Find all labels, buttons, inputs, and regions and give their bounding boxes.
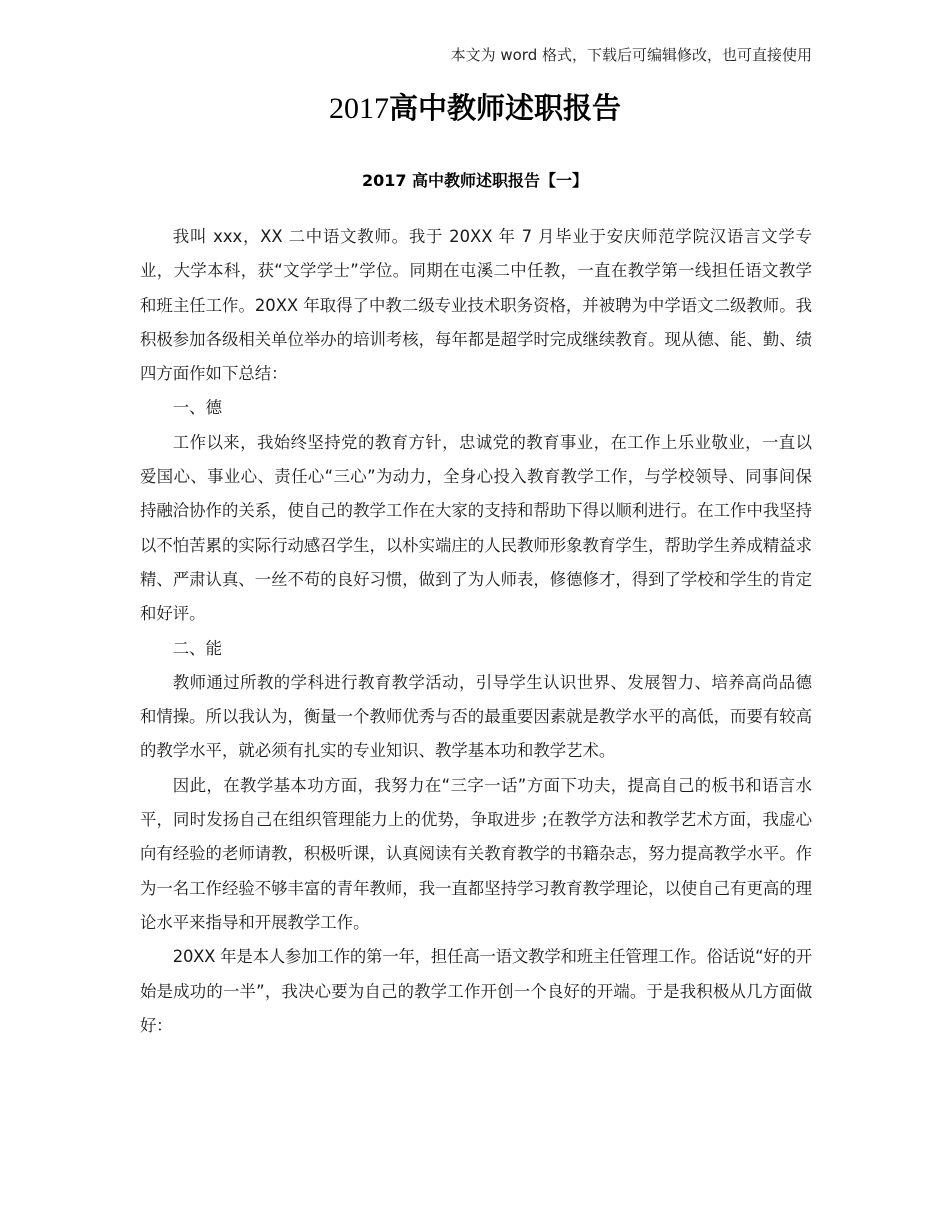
page-title [0, 86, 950, 127]
paragraph-virtue: 工作以来，我始终坚持党的教育方针，忠诚党的教育事业，在工作上乐业敬业，一直以爱国心、事业心、责任心“三心”为动力，全身心投入教育教学工作，与学校领导、同事间保持融洽协作的关系，使自己的教学工作在大家的支持和帮助下得以顺利进行。在工作中我坚持以不怕苦累的实际行动感召学生，以朴实端庄的人民教师形象教育学生，帮助学生养成精益求精、严肃认真、一丝不苟的良好习惯，做到了为人师表，修德修才，得到了学校和学生的肯定和好评。 [140, 432, 813, 624]
paragraph-intro: 我叫 xxx，XX 二中语文教师。我于 20XX 年 7 月毕业于安庆师范学院汉语言文学专业，大学本科，获“文学学士”学位。同期在屯溪二中任教，一直在教学第一线担任语文教学和班主任工作。20XX 年取得了中教二级专业技术职务资格，并被聘为中学语文二级教师。我积极参加各级相关单位举办的培训考核，每年都是超学时完成继续教育。现从德、能、勤、绩四方面作如下总结： [140, 227, 813, 384]
header-note: 本文为 word 格式，下载后可编辑修改，也可直接使用 [450, 46, 812, 64]
paragraph-ability: 教师通过所教的学科进行教育教学活动，引导学生认识世界、发展智力、培养高尚品德和情操。所以我认为，衡量一个教师优秀与否的最重要因素就是教学水平的高低，而要有较高的教学水平，就必须有扎实的专业知识、教学基本功和教学艺术。 [140, 672, 813, 761]
heading-virtue: 一、德 [172, 398, 222, 418]
heading-ability: 二、能 [172, 638, 222, 658]
paragraph-first-year: 20XX 年是本人参加工作的第一年，担任高一语文教学和班主任管理工作。俗话说“好的开始是成功的一半”，我决心要为自己的教学工作开创一个良好的开端。于是我积极从几方面做好： [140, 947, 812, 1035]
page-title-year: 2017 [328, 92, 389, 125]
page-title-text: 高中教师述职报告 [388, 91, 621, 125]
document-body [140, 220, 812, 1043]
paragraph-skills: 因此，在教学基本功方面，我努力在“三字一话”方面下功夫，提高自己的板书和语言水平，同时发扬自己在组织管理能力上的优势，争取进步 ;在教学方法和教学艺术方面，我虚心向有经验的老师请教，积极听课，认真阅读有关教育教学的书籍杂志，努力提高教学水平。作为一名工作经验不够丰富的青年教师，我一直都坚持学习教育教学理论，以使自己有更高的理论水平来指导和开展教学工作。 [140, 775, 813, 932]
section-title: 2017 高中教师述职报告【一】 [361, 171, 589, 190]
